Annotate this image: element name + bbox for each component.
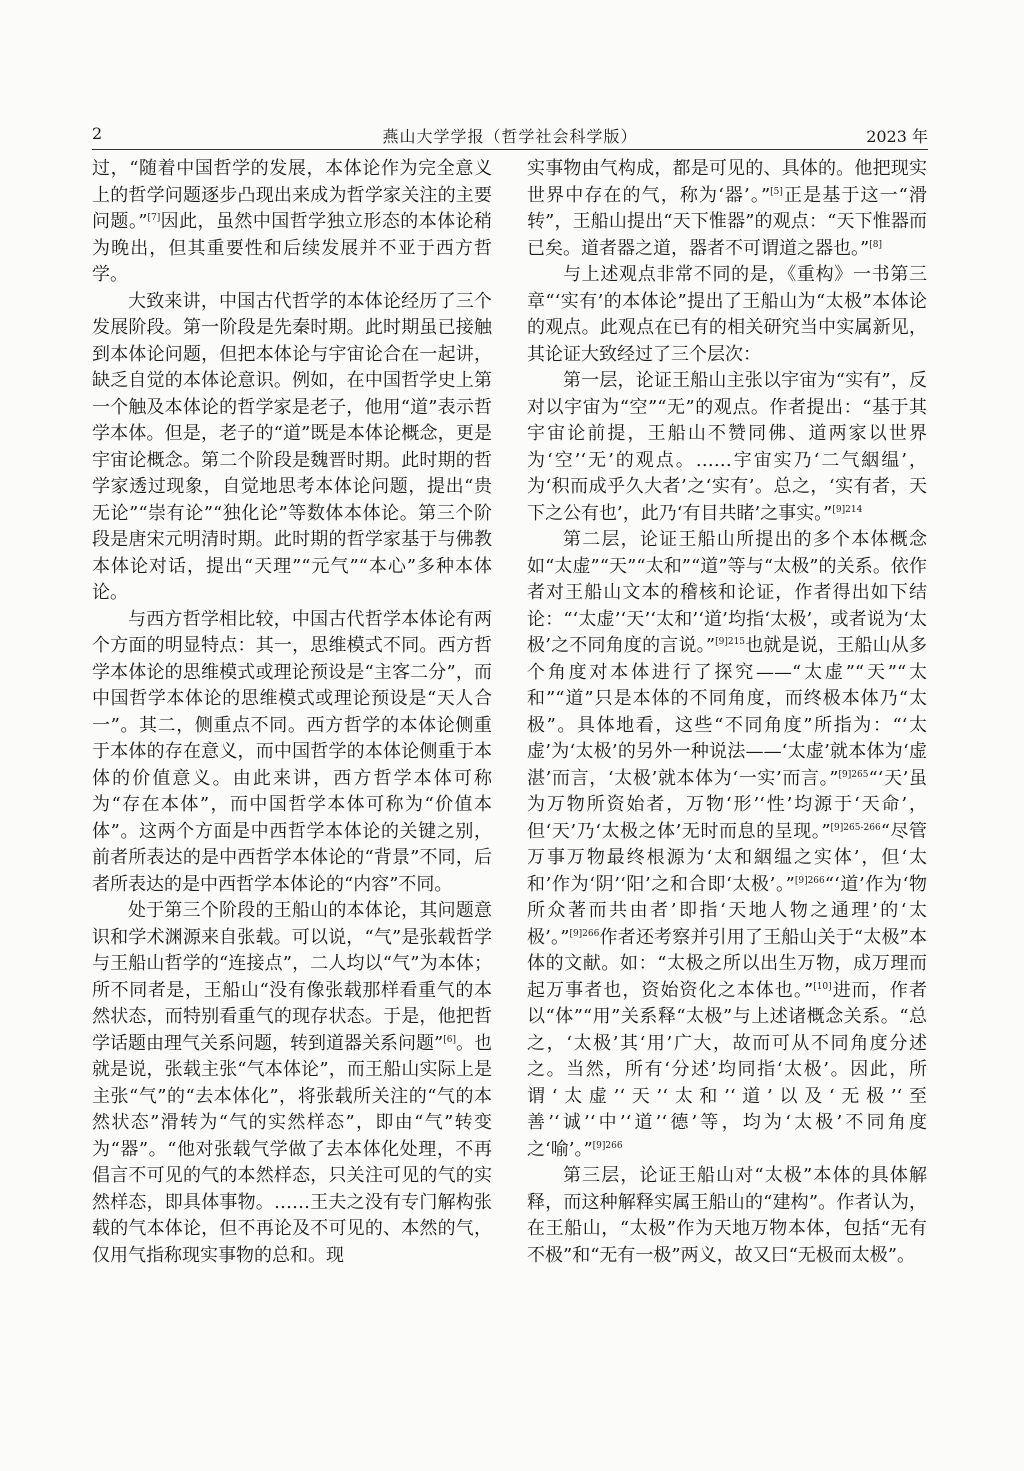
paragraph-text: 第二层，论证王船山所提出的多个本体概念如“太虚”“天”“太和”“道”等与“太极”的关系。依作者对王船山文本的稽核和论证，作者得出如下结论：“‘太虚’‘天’‘太和’‘道’均指‘太极’，或者说为‘太极’之不同角度的言说。” — [527, 529, 927, 656]
header-rule — [92, 149, 928, 150]
paragraph-text: 也就是说，王船山从多个角度对本体进行了探究——“太虚”“天”“太和”“道”只是本体的不同角度，而终极本体乃“太极”。具体地看，这些“不同角度”所指为：“‘太虚’为‘太极’的另外一种说法——‘太虚’就本体为‘虚湛’而言，‘太极’就本体为‘一实’而言。” — [527, 635, 927, 789]
paragraph-text: 与上述观点非常不同的是，《重构》一书第三章“‘实有’的本体论”提出了王船山为“太极”本体论的观点。此观点在已有的相关研究当中实属新见，其论证大致经过了三个层次： — [527, 264, 927, 365]
citation-ref: [9]266 — [794, 875, 825, 886]
running-header — [92, 122, 928, 150]
citation-ref: [10] — [813, 981, 832, 992]
body-paragraph — [527, 527, 927, 1163]
paragraph-text: 大致来讲，中国古代哲学的本体论经历了三个发展阶段。第一阶段是先秦时期。此时期虽已接触到本体论问题，但把本体论与宇宙论合在一起讲，缺乏自觉的本体论意识。例如，在中国哲学史上第一个触及本体论的哲学家是老子，他用“道”表示哲学本体。但是，老子的“道”既是本体论概念，更是宇宙论概念。第二个阶段是魏晋时期。此时期的哲学家透过现象，自觉地思考本体论问题，提出“贵无论”“崇有论”“独化论”等数体本体论。第三个阶段是唐宋元明清时期。此时期的哲学家基于与佛教本体论对话，提出“天理”“元气”“本心”多种本体论。 — [92, 290, 492, 603]
citation-ref: [9]215 — [715, 637, 746, 647]
paragraph-text: 第三层，论证王船山对“太极”本体的具体解释，而这种解释实属王船山的“建构”。作者认为，在王船山，“太极”作为天地万物本体，包括“无有不极”和“无有一极”两义，故又曰“无极而太极”。 — [527, 1165, 927, 1266]
body-paragraph — [527, 368, 927, 527]
citation-ref: [9]266 — [592, 1140, 623, 1151]
citation-ref: [9]266 — [569, 928, 600, 939]
citation-ref: [9]265 — [838, 769, 869, 780]
paragraph-text: 与西方哲学相比较，中国古代哲学本体论有两个方面的明显特点：其一，思维模式不同。西方哲学本体论的思维模式或理论预设是“主客二分”，而中国哲学本体论的思维模式或理论预设是“天人合一”。其二，侧重点不同。西方哲学的本体论侧重于本体的存在意义，而中国哲学的本体论侧重于本体的价值意义。由此来讲，西方哲学本体可称为“存在本体”，而中国哲学本体可称为“价值本体”。这两个方面是中西哲学本体论的关键之别，前者所表达的是中西哲学本体论的“背景”不同，后者所表达的是中西哲学本体论的“内容”不同。 — [92, 608, 492, 895]
paragraph-text: 因此，虽然中国哲学独立形态的本体论稍为晚出，但其重要性和后续发展并不亚于西方哲学。 — [92, 211, 493, 285]
paragraph-text: “‘天’虽为万物所资始者，万物‘形’‘性’均源于‘天命’，但‘天’乃‘太极之体’无时而息的呈现。” — [527, 767, 927, 842]
citation-ref: [7] — [147, 213, 161, 223]
paragraph-text: 进而，作者以“体”“用”关系释“太极”与上述诸概念关系。“总之，‘太极’其‘用’广大，故而可从不同角度分述之。当然，所有‘分述’均同指‘太极’。因此，所谓‘太虚’‘天’‘太和’‘道’以及‘无极’‘至善’‘诚’‘中’‘道’‘德’等，均为‘太极’不同角度之‘喻’。” — [527, 979, 927, 1160]
journal-title: 燕山大学学报（哲学社会科学版） — [382, 127, 638, 146]
body-paragraph — [92, 289, 492, 607]
citation-ref: [8] — [869, 239, 882, 250]
paragraph-text: “‘道’作为‘物所众著而共由者’即指‘天地人物之通理’的‘太极’。” — [527, 873, 927, 948]
page-number: 2 — [92, 124, 103, 143]
paragraph-text: 处于第三个阶段的王船山的本体论，其问题意识和学术渊源来自张载。可以说，“气”是张载哲学与王船山哲学的“连接点”，二人均以“气”为本体；所不同者是，王船山“没有像张载那样看重气的本然状态，而特别看重气的现存状态。于是，他把哲学话题由理气关系问题，转到道器关系问题” — [92, 900, 492, 1054]
publication-year: 2023 年 — [866, 127, 928, 146]
body-paragraph — [527, 262, 927, 368]
body-paragraph — [92, 607, 492, 899]
citation-ref: [9]214 — [832, 504, 863, 515]
citation-ref: [6] — [443, 1034, 456, 1045]
body-paragraph — [527, 1163, 927, 1269]
paragraph-text: 过，“随着中国哲学的发展，本体论作为完全意义上的哲学问题逐步凸现出来成为哲学家关注的主要问题。” — [92, 158, 492, 232]
citation-ref: [5] — [770, 186, 783, 197]
body-paragraph — [527, 156, 927, 262]
citation-ref: [9]265-266 — [830, 822, 881, 833]
paragraph-text: 作者还考察并引用了王船山关于“太极”本体的文献。如：“太极之所以出生万物，成万理而起万事者也，资始资化之本体也。” — [527, 926, 927, 1001]
right-column — [527, 156, 927, 1269]
body-paragraph — [92, 898, 492, 1269]
left-column — [92, 156, 492, 1269]
paragraph-text: “尽管万事万物最终根源为‘太和絪缊之实体’，但‘太和’作为‘阴’‘阳’之和合即‘太极’。” — [527, 820, 928, 895]
paragraph-text: 第一层，论证王船山主张以宇宙为“实有”，反对以宇宙为“空”“无”的观点。作者提出：“基于其宇宙论前提，王船山不赞同佛、道两家以世界为‘空’‘无’的观点。……宇宙实乃‘二气絪缊’，为‘积而成乎久大者’之‘实有’。总之，‘实有者，天下之公有也’，此乃‘有目共睹’之事实。” — [527, 370, 927, 524]
paragraph-text: 正是基于这一“滑转”，王船山提出“天下惟器”的观点：“天下惟器而已矣。道者器之道，器者不可谓道之器也。” — [527, 184, 927, 259]
paragraph-text: 实事物由气构成，都是可见的、具体的。他把现实世界中存在的气，称为‘器’。” — [527, 158, 927, 206]
paragraph-text: 。也就是说，张载主张“气本体论”，而王船山实际上是主张“气”的“去本体化”，将张载所关注的“气的本然状态”滑转为“气的实然样态”，即由“气”转变为“器”。“他对张载气学做了去本体化处理，不再倡言不可见的气的本然样态，只关注可见的气的实然样态，即具体事物。……王夫之没有专门解构张载的气本体论，但不再论及不可见的、本然的气，仅用气指称现实事物的总和。现 — [92, 1032, 493, 1266]
body-paragraph — [92, 156, 492, 289]
